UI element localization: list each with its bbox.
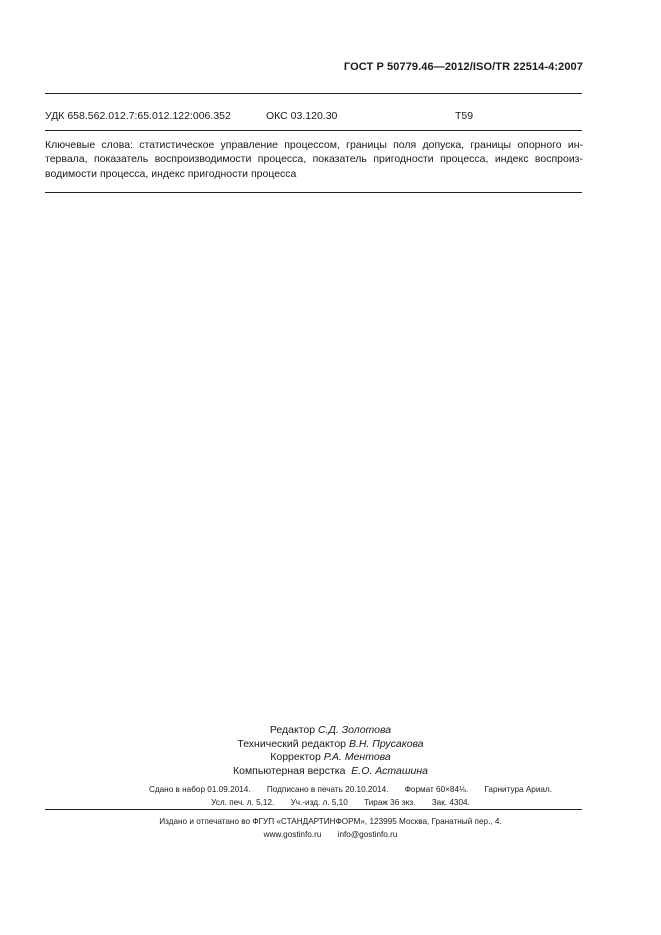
layout-name: Е.О. Асташина <box>351 765 428 778</box>
tech-editor-line: Технический редактор В.Н. Прусакова <box>237 737 424 750</box>
publisher-contacts <box>0 828 661 841</box>
imprint-rule <box>45 809 582 810</box>
corrector-name: Р.А. Ментова <box>323 751 391 764</box>
imprint-block <box>0 783 661 809</box>
layout-line: Компьютерная верстка Е.О. Асташина <box>233 765 428 778</box>
imprint-line-2: Усл. печ. л. 5,12. Уч.-изд. л. 5,10 Тираж 36 экз. Зак. 4304. <box>211 798 470 807</box>
tech-editor-name: В.Н. Прусакова <box>348 737 424 750</box>
group-code: Т59 <box>455 110 474 122</box>
publisher-website: www.gostinfo.ru <box>263 830 322 839</box>
header-rule <box>45 93 582 94</box>
keywords-rule <box>45 192 582 193</box>
imprint-line-1: Сдано в набор 01.09.2014. Подписано в печать 20.10.2014. Формат 60×84⅛. Гарнитура Ариал. <box>148 785 553 794</box>
credits-block <box>0 724 661 779</box>
document-header: ГОСТ Р 50779.46—2012/ISO/TR 22514-4:2007 <box>343 61 583 73</box>
editor-name: С.Д. Золотова <box>318 724 392 736</box>
editor-line: Редактор С.Д. Золотова <box>269 724 392 736</box>
publisher-line: Издано и отпечатано во ФГУП «СТАНДАРТИНФОРМ», 123995 Москва, Гранатный пер., 4. <box>159 817 502 826</box>
publisher-email: info@gostinfo.ru <box>337 830 398 839</box>
keywords-paragraph: Ключевые слова: статистическое управление процессом, границы поля допуска, границы опорного ин-тервала, показатель воспроизводимости процесса, показатель пригодности процесса, индекс воспроиз-водимости процесса, индекс пригодности процесса <box>45 139 583 180</box>
classification-rule <box>45 130 582 131</box>
corrector-line: Корректор Р.А. Ментова <box>270 751 391 764</box>
udc-code: УДК 658.562.012.7:65.012.122:006.352 <box>45 110 231 122</box>
oks-code: ОКС 03.120.30 <box>266 110 338 122</box>
publisher-block <box>0 815 661 841</box>
classification-row <box>45 110 585 124</box>
